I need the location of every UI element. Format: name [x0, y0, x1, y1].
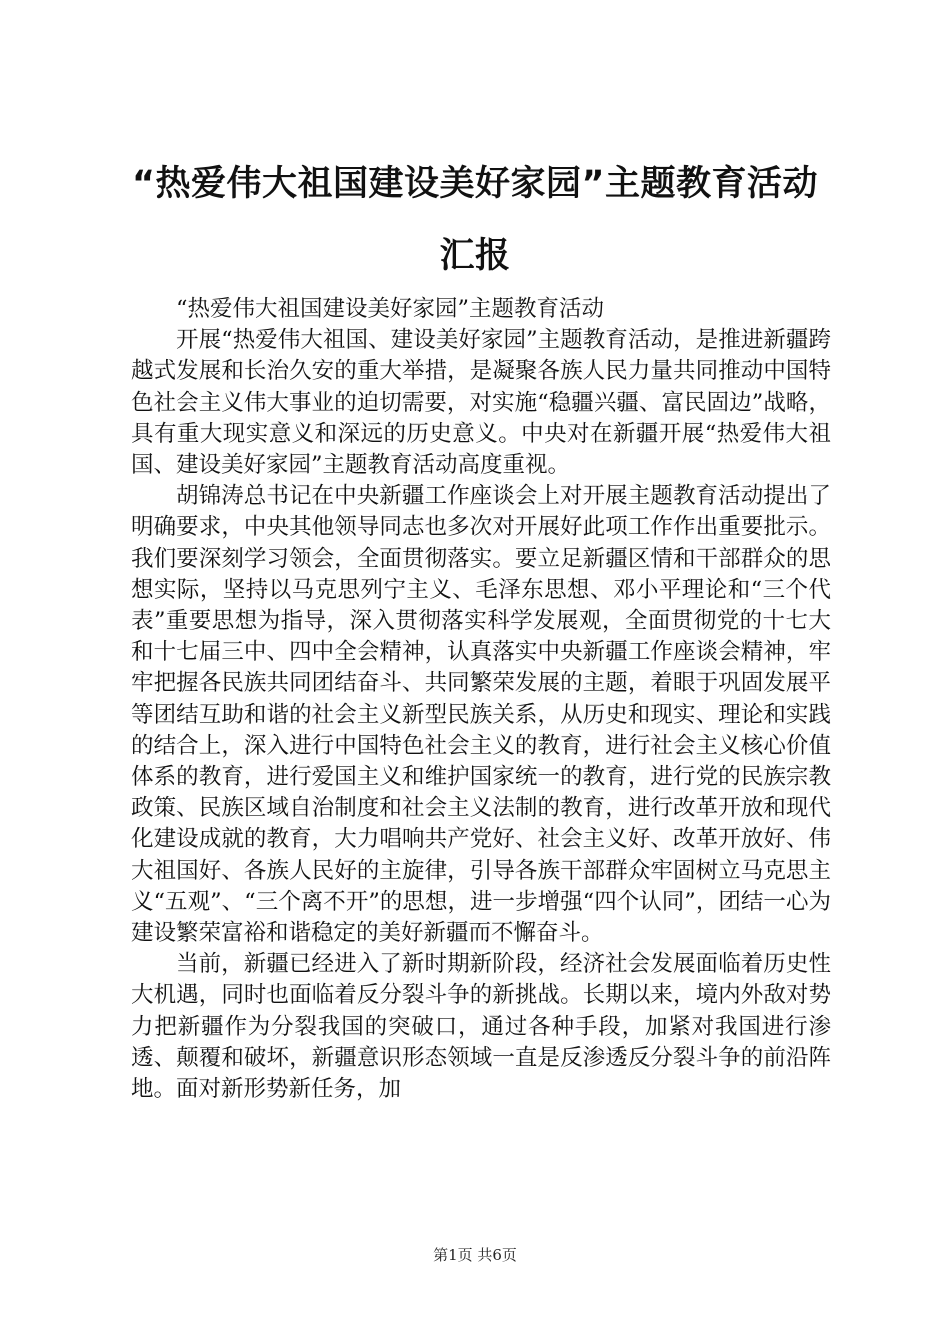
document-title: “热爱伟大祖国建设美好家园”主题教育活动汇报 — [131, 164, 818, 276]
document-body — [131, 294, 831, 1105]
paragraph: “热爱伟大祖国建设美好家园”主题教育活动 — [176, 296, 605, 322]
paragraph: 开展“热爱伟大祖国、建设美好家园”主题教育活动，是推进新疆跨越式发展和长治久安的重大举措，是凝聚各族人民力量共同推动中国特色社会主义伟大事业的迫切需要，对实施“稳疆兴疆、富民固边”战略，具有重大现实意义和深远的历史意义。中央对在新疆开展“热爱伟大祖国、建设美好家园”主题教育活动高度重视。 — [131, 327, 831, 479]
paragraph: 胡锦涛总书记在中央新疆工作座谈会上对开展主题教育活动提出了明确要求，中央其他领导同志也多次对开展好此项工作作出重要批示。我们要深刻学习领会，全面贯彻落实。要立足新疆区情和干部群众的思想实际，坚持以马克思列宁主义、毛泽东思想、邓小平理论和“三个代表”重要思想为指导，深入贯彻落实科学发展观，全面贯彻党的十七大和十七届三中、四中全会精神，认真落实中央新疆工作座谈会精神，牢牢把握各民族共同团结奋斗、共同繁荣发展的主题，着眼于巩固发展平等团结互助和谐的社会主义新型民族关系，从历史和现实、理论和实践的结合上，深入进行中国特色社会主义的教育，进行社会主义核心价值体系的教育，进行爱国主义和维护国家统一的教育，进行党的民族宗教政策、民族区域自治制度和社会主义法制的教育，进行改革开放和现代化建设成就的教育，大力唱响共产党好、社会主义好、改革开放好、伟大祖国好、各族人民好的主旋律，引导各族干部群众牢固树立马克思主义“五观”、“三个离不开”的思想，进一步增强“四个认同”，团结一心为建设繁荣富裕和谐稳定的美好新疆而不懈奋斗。 — [131, 483, 831, 947]
paragraph: 当前，新疆已经进入了新时期新阶段，经济社会发展面临着历史性大机遇，同时也面临着反分裂斗争的新挑战。长期以来，境内外敌对势力把新疆作为分裂我国的突破口，通过各种手段，加紧对我国进行渗透、颠覆和破坏，新疆意识形态领域一直是反渗透反分裂斗争的前沿阵地。面对新形势新任务，加 — [131, 951, 831, 1103]
page-footer: 第1页 共6页 — [433, 1246, 517, 1264]
